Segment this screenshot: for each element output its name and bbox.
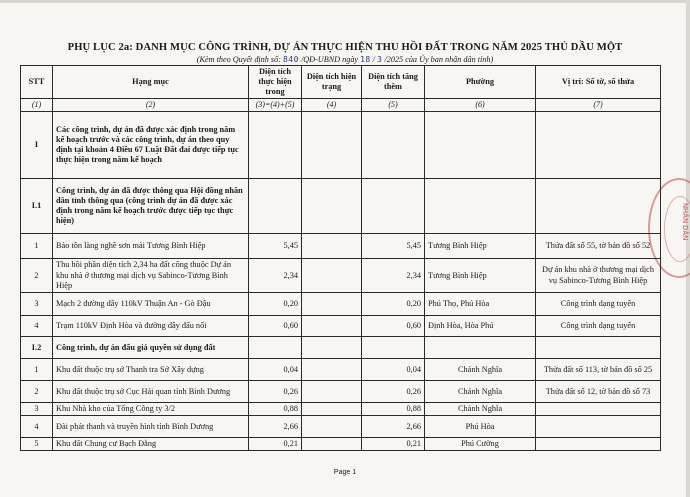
ward-cell: Chánh Nghĩa bbox=[425, 403, 536, 416]
index-cell: (1) bbox=[21, 99, 53, 112]
location-cell: Thửa đất số 55, tờ bản đồ số 52 bbox=[536, 234, 661, 259]
total-area-cell: 0,21 bbox=[249, 438, 302, 451]
item-name-cell: Khu Nhà kho của Tổng Công ty 3/2 bbox=[53, 403, 249, 416]
location-cell bbox=[536, 403, 661, 416]
subtitle-suffix: /2025 của Ủy ban nhân dân tỉnh) bbox=[382, 55, 494, 64]
table-row bbox=[21, 403, 661, 416]
ward-cell: Chánh Nghĩa bbox=[425, 359, 536, 381]
current-area-cell bbox=[302, 293, 362, 316]
total-area-cell: 2,66 bbox=[249, 416, 302, 438]
total-area-cell: 0,26 bbox=[249, 381, 302, 403]
current-area-cell bbox=[302, 416, 362, 438]
stt-cell: 1 bbox=[21, 234, 53, 259]
added-area-cell: 2,66 bbox=[362, 416, 425, 438]
total-area-cell bbox=[249, 179, 302, 234]
current-area-cell bbox=[302, 359, 362, 381]
location-cell: Công trình dạng tuyến bbox=[536, 293, 661, 316]
current-area-cell bbox=[302, 112, 362, 179]
item-name-cell: Thu hồi phần diện tích 2,34 ha đất công thuộc Dự án khu nhà ở thương mại dịch vụ Sabinco-Tương Bình Hiệp bbox=[53, 259, 249, 293]
location-cell bbox=[536, 179, 661, 234]
current-area-cell bbox=[302, 403, 362, 416]
table-row bbox=[21, 234, 661, 259]
stt-cell: 1 bbox=[21, 359, 53, 381]
header-cell: Phường bbox=[425, 66, 536, 99]
table-row bbox=[21, 438, 661, 451]
stt-cell: 5 bbox=[21, 438, 53, 451]
header-row bbox=[21, 66, 661, 99]
location-cell bbox=[536, 416, 661, 438]
item-name-cell: Đài phát thanh và truyền hình tỉnh Bình Dương bbox=[53, 416, 249, 438]
table-row bbox=[21, 259, 661, 293]
red-seal-text: NHÂN DÂN bbox=[681, 203, 688, 241]
added-area-cell bbox=[362, 337, 425, 359]
index-cell: (4) bbox=[302, 99, 362, 112]
document-subtitle bbox=[0, 55, 690, 64]
total-area-cell bbox=[249, 337, 302, 359]
added-area-cell: 0,04 bbox=[362, 359, 425, 381]
location-cell bbox=[536, 438, 661, 451]
location-cell: Công trình dạng tuyến bbox=[536, 316, 661, 337]
table-row bbox=[21, 416, 661, 438]
item-name-cell: Khu đất thuộc trụ sở Thanh tra Sở Xây dựng bbox=[53, 359, 249, 381]
location-cell bbox=[536, 337, 661, 359]
table-row bbox=[21, 293, 661, 316]
handwritten-decision-number: 840 bbox=[282, 55, 299, 64]
location-cell: Dự án khu nhà ở thương mại dịch vụ Sabinco-Tương Bình Hiệp bbox=[536, 259, 661, 293]
subtitle-prefix: (Kèm theo Quyết định số: bbox=[196, 55, 283, 64]
current-area-cell bbox=[302, 381, 362, 403]
item-name-cell: Công trình, dự án đấu giá quyền sử dụng đất bbox=[53, 337, 249, 359]
added-area-cell bbox=[362, 179, 425, 234]
location-cell bbox=[536, 112, 661, 179]
current-area-cell bbox=[302, 234, 362, 259]
ward-cell: Tương Bình Hiệp bbox=[425, 259, 536, 293]
index-cell: (6) bbox=[425, 99, 536, 112]
header-cell: Vị trí: Số tờ, số thửa bbox=[536, 66, 661, 99]
table-row bbox=[21, 316, 661, 337]
stt-cell: 3 bbox=[21, 293, 53, 316]
added-area-cell: 2,34 bbox=[362, 259, 425, 293]
stt-cell: 3 bbox=[21, 403, 53, 416]
stt-cell: 2 bbox=[21, 381, 53, 403]
page-number: Page 1 bbox=[333, 469, 357, 476]
stt-cell: 2 bbox=[21, 259, 53, 293]
added-area-cell bbox=[362, 112, 425, 179]
subtitle-middle: /QĐ-UBND ngày bbox=[298, 55, 361, 64]
header-cell: Diện tích hiện trạng bbox=[302, 66, 362, 99]
table-row bbox=[21, 179, 661, 234]
total-area-cell bbox=[249, 112, 302, 179]
handwritten-decision-month: 3 bbox=[377, 55, 383, 64]
table-row bbox=[21, 359, 661, 381]
header-cell: Diện tích thực hiện trong bbox=[249, 66, 302, 99]
item-name-cell: Khu đất Chung cư Bạch Đằng bbox=[53, 438, 249, 451]
ward-cell: Phú Thọ, Phú Hòa bbox=[425, 293, 536, 316]
total-area-cell: 5,45 bbox=[249, 234, 302, 259]
added-area-cell: 0,26 bbox=[362, 381, 425, 403]
table-row bbox=[21, 337, 661, 359]
current-area-cell bbox=[302, 179, 362, 234]
ward-cell: Chánh Nghĩa bbox=[425, 381, 536, 403]
header-cell: Hạng mục bbox=[53, 66, 249, 99]
index-cell: (3)=(4)+(5) bbox=[249, 99, 302, 112]
current-area-cell bbox=[302, 259, 362, 293]
ward-cell bbox=[425, 112, 536, 179]
index-cell: (2) bbox=[53, 99, 249, 112]
item-name-cell: Bảo tồn làng nghề sơn mài Tương Bình Hiệp bbox=[53, 234, 249, 259]
header-cell: Diện tích tăng thêm bbox=[362, 66, 425, 99]
total-area-cell: 0,20 bbox=[249, 293, 302, 316]
current-area-cell bbox=[302, 438, 362, 451]
index-row bbox=[21, 99, 661, 112]
ward-cell: Phú Cường bbox=[425, 438, 536, 451]
added-area-cell: 0,21 bbox=[362, 438, 425, 451]
stt-cell: I bbox=[21, 112, 53, 179]
total-area-cell: 2,34 bbox=[249, 259, 302, 293]
index-cell: (5) bbox=[362, 99, 425, 112]
page-top-edge bbox=[0, 0, 690, 3]
project-list-table bbox=[20, 65, 661, 451]
location-cell: Thửa đất số 12, tờ bản đồ số 73 bbox=[536, 381, 661, 403]
item-name-cell: Các công trình, dự án đã được xác định trong năm kế hoạch trước và các công trình, dự án theo quy định tại khoản 4 Điều 67 Luật Đất đai được tiếp tục thực hiện trong năm kế hoạch bbox=[53, 112, 249, 179]
ward-cell: Định Hòa, Hòa Phú bbox=[425, 316, 536, 337]
stt-cell: I.2 bbox=[21, 337, 53, 359]
added-area-cell: 5,45 bbox=[362, 234, 425, 259]
header-cell: STT bbox=[21, 66, 53, 99]
location-cell: Thửa đất số 113, tờ bản đồ số 25 bbox=[536, 359, 661, 381]
ward-cell: Phú Hòa bbox=[425, 416, 536, 438]
item-name-cell: Mạch 2 đường dây 110kV Thuận An - Gò Đậu bbox=[53, 293, 249, 316]
item-name-cell: Khu đất thuộc trụ sở Cục Hải quan tỉnh Bình Dương bbox=[53, 381, 249, 403]
table-row bbox=[21, 112, 661, 179]
ward-cell bbox=[425, 179, 536, 234]
document-title: PHỤ LỤC 2a: DANH MỤC CÔNG TRÌNH, DỰ ÁN THỰC HIỆN THU HỒI ĐẤT TRONG NĂM 2025 THỦ DẦU MỘT bbox=[67, 42, 623, 53]
index-cell: (7) bbox=[536, 99, 661, 112]
ward-cell bbox=[425, 337, 536, 359]
stt-cell: 4 bbox=[21, 416, 53, 438]
ward-cell: Tương Bình Hiệp bbox=[425, 234, 536, 259]
stt-cell: I.1 bbox=[21, 179, 53, 234]
current-area-cell bbox=[302, 316, 362, 337]
added-area-cell: 0,60 bbox=[362, 316, 425, 337]
item-name-cell: Trạm 110kV Định Hòa và đường dây đấu nối bbox=[53, 316, 249, 337]
total-area-cell: 0,04 bbox=[249, 359, 302, 381]
subtitle-separator: / bbox=[370, 55, 378, 64]
handwritten-decision-day: 18 bbox=[360, 55, 371, 64]
total-area-cell: 0,60 bbox=[249, 316, 302, 337]
current-area-cell bbox=[302, 337, 362, 359]
added-area-cell: 0,88 bbox=[362, 403, 425, 416]
added-area-cell: 0,20 bbox=[362, 293, 425, 316]
stt-cell: 4 bbox=[21, 316, 53, 337]
item-name-cell: Công trình, dự án đã được thông qua Hội đồng nhân dân tỉnh thông qua (công trình dự án đã được xác định trong năm kế hoạch trước được tiếp tục thực hiện) bbox=[53, 179, 249, 234]
total-area-cell: 0,88 bbox=[249, 403, 302, 416]
table-row bbox=[21, 381, 661, 403]
